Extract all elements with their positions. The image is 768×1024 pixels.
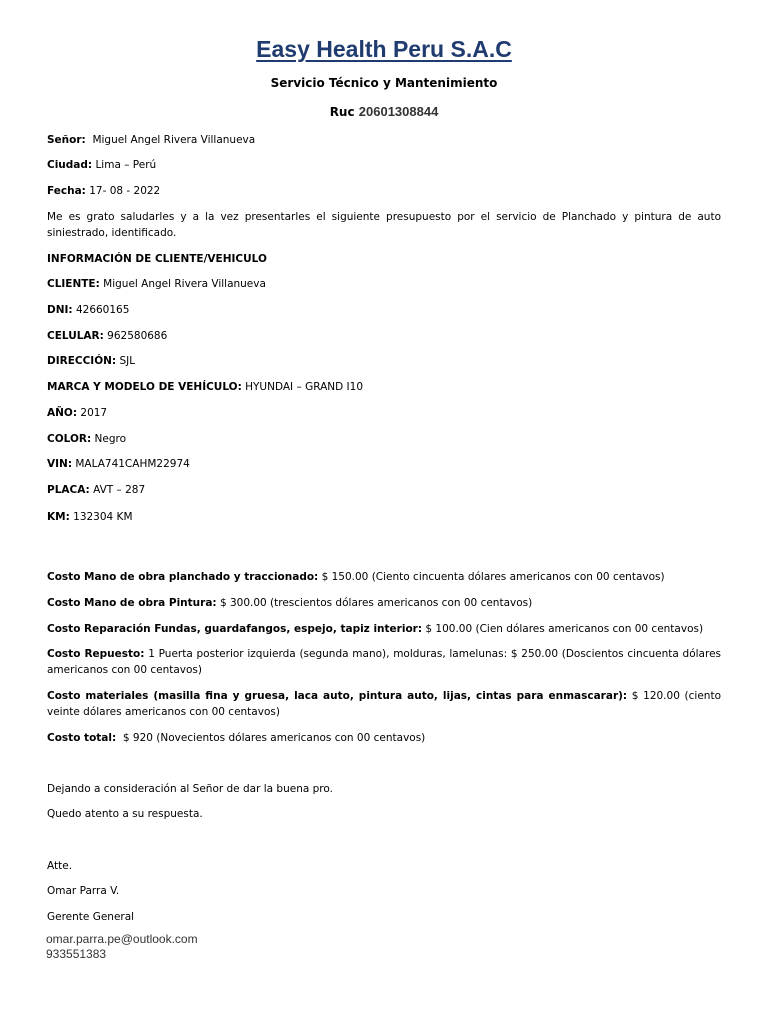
info-heading <box>47 251 721 267</box>
direccion-value: SJL <box>119 355 136 367</box>
km-value: 132304 KM <box>73 511 133 523</box>
senor-value: Miguel Angel Rivera Villanueva <box>92 134 256 146</box>
vin-line <box>47 456 721 472</box>
cliente-label: CLIENTE: <box>47 278 100 290</box>
cost-paint-line <box>47 595 721 611</box>
color-line <box>47 431 721 447</box>
placa-value: AVT – 287 <box>93 484 146 496</box>
placa-line <box>47 482 721 498</box>
cost-labor-value: $ 150.00 (Ciento cincuenta dólares americanos con 00 centavos) <box>321 571 665 583</box>
anio-line <box>47 405 721 421</box>
dni-value: 42660165 <box>75 304 130 316</box>
celular-line <box>47 328 721 344</box>
dni-label: DNI: <box>47 304 73 316</box>
ciudad-line <box>47 157 721 173</box>
cost-parts-value: 1 Puerta posterior izquierda (segunda mano), molduras, lamelunas: $ 250.00 (Doscientos cincuenta dólares americanos con 00 centavos) <box>47 648 722 676</box>
cost-repair-label: Costo Reparación Fundas, guardafangos, espejo, tapiz interior: <box>47 623 423 635</box>
direccion-label: DIRECCIÓN: <box>47 355 117 367</box>
cost-materials-value: $ 120.00 (ciento veinte dólares americanos con 00 centavos) <box>47 690 721 718</box>
cost-total-value: $ 920 (Novecientos dólares americanos con 00 centavos) <box>122 732 426 744</box>
intro-paragraph: Me es grato saludarles y a la vez presentarles el siguiente presupuesto por el servicio de Planchado y pintura de auto siniestrado, identificado. <box>47 211 721 239</box>
document-subtitle: Servicio Técnico y Mantenimiento <box>270 76 498 90</box>
cost-labor-label: Costo Mano de obra planchado y traccionado: <box>47 571 319 583</box>
dni-line <box>47 302 721 318</box>
signer-role: Gerente General <box>47 911 135 923</box>
direccion-line <box>47 353 721 369</box>
ciudad-label: Ciudad: <box>47 159 93 171</box>
marca-label: MARCA Y MODELO DE VEHÍCULO: <box>47 381 242 393</box>
anio-value: 2017 <box>80 407 108 419</box>
contact-email[interactable]: omar.parra.pe@outlook.com <box>46 932 198 946</box>
color-label: COLOR: <box>47 433 92 445</box>
closing-consideration: Dejando a consideración al Señor de dar la buena pro. <box>47 783 333 795</box>
senor-label: Señor: <box>47 134 86 146</box>
cliente-value: Miguel Angel Rivera Villanueva <box>103 278 266 290</box>
senor-line <box>47 132 721 148</box>
celular-value: 962580686 <box>107 330 168 342</box>
cost-labor-line <box>47 569 721 585</box>
cost-materials-label: Costo materiales (masilla fina y gruesa, laca auto, pintura auto, lijas, cintas para enmascarar): <box>47 690 628 702</box>
cliente-line <box>47 276 721 292</box>
km-label: KM: <box>47 511 70 523</box>
cost-repair-line <box>47 621 721 637</box>
cost-repair-value: $ 100.00 (Cien dólares americanos con 00 centavos) <box>425 623 704 635</box>
ruc-line <box>0 104 768 119</box>
fecha-label: Fecha: <box>47 185 86 197</box>
contact-phone: 933551383 <box>46 947 107 961</box>
cost-parts-label: Costo Repuesto: <box>47 648 145 660</box>
cost-total-label: Costo total: <box>47 732 117 744</box>
cost-paint-label: Costo Mano de obra Pintura: <box>47 597 217 609</box>
anio-label: AÑO: <box>47 407 78 419</box>
ruc-label: Ruc <box>329 105 355 119</box>
vin-value: MALA741CAHM22974 <box>75 458 190 470</box>
signer-name: Omar Parra V. <box>47 885 120 897</box>
cost-paint-value: $ 300.00 (trescientos dólares americanos con 00 centavos) <box>219 597 533 609</box>
color-value: Negro <box>94 433 127 445</box>
cost-materials-line <box>47 688 721 720</box>
vin-label: VIN: <box>47 458 73 470</box>
ciudad-value: Lima – Perú <box>95 159 157 171</box>
cost-total-line <box>47 730 721 746</box>
company-title: Easy Health Peru S.A.C <box>256 36 512 62</box>
marca-line <box>47 379 721 395</box>
fecha-line <box>47 183 721 199</box>
celular-label: CELULAR: <box>47 330 104 342</box>
closing-awaiting: Quedo atento a su respuesta. <box>47 808 203 820</box>
placa-label: PLACA: <box>47 484 90 496</box>
ruc-number: 20601308844 <box>358 104 439 119</box>
info-heading-text: INFORMACIÓN DE CLIENTE/VEHICULO <box>47 253 267 265</box>
cost-parts-line <box>47 646 721 678</box>
marca-value: HYUNDAI – GRAND I10 <box>245 381 364 393</box>
closing-atte: Atte. <box>47 860 73 872</box>
fecha-value: 17- 08 - 2022 <box>89 185 161 197</box>
km-line <box>47 509 721 525</box>
